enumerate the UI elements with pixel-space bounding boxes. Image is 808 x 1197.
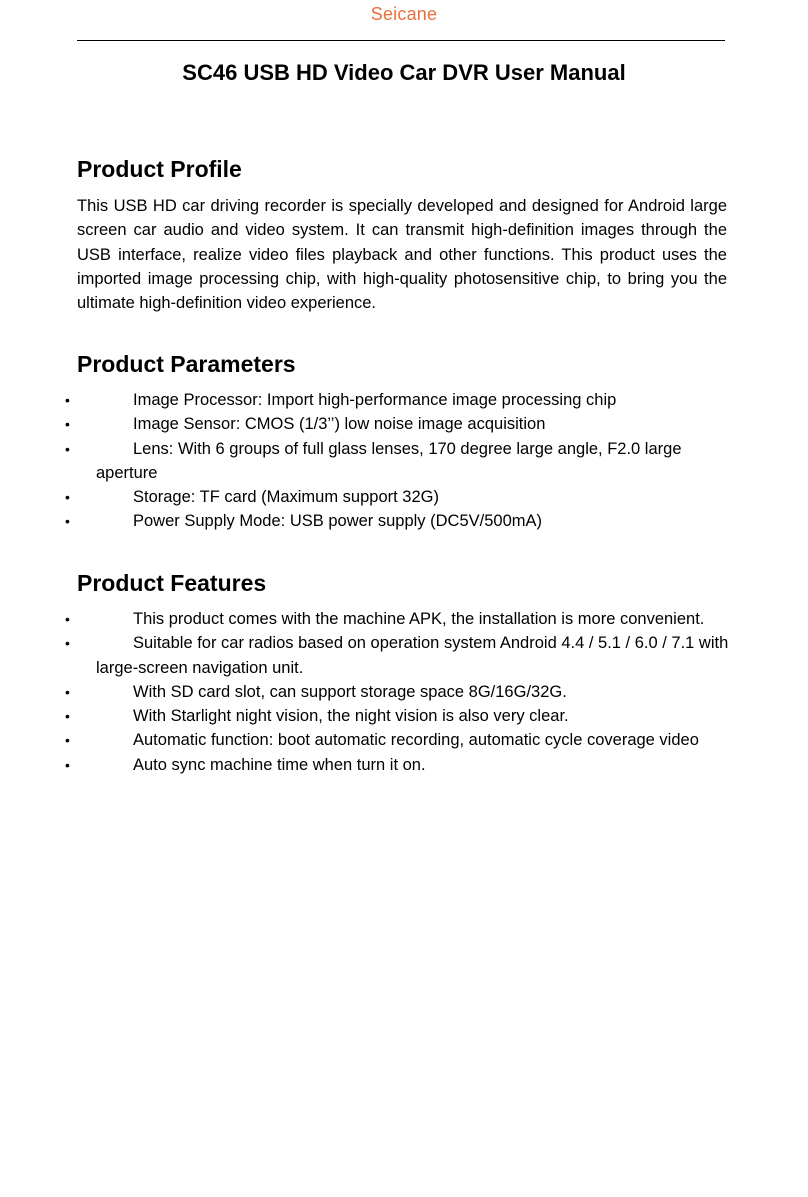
features-list — [0, 607, 808, 777]
list-item: • With SD card slot, can support storage space 8G/16G/32G. — [0, 680, 736, 704]
bullet-icon: • — [65, 635, 70, 652]
list-item: • Lens: With 6 groups of full glass lenses, 170 degree large angle, F2.0 large aperture — [0, 437, 736, 486]
bullet-icon: • — [65, 392, 70, 408]
list-item: • Storage: TF card (Maximum support 32G) — [0, 485, 736, 509]
list-item: • Image Processor: Import high-performance image processing chip — [0, 388, 736, 412]
bullet-icon: • — [65, 611, 70, 627]
bullet-icon: • — [65, 732, 70, 749]
page-title: SC46 USB HD Video Car DVR User Manual — [182, 60, 626, 85]
bullet-icon: • — [65, 683, 70, 700]
list-item: • Automatic function: boot automatic recording, automatic cycle coverage video — [0, 728, 736, 752]
profile-paragraph: This USB HD car driving recorder is specially developed and designed for Android large screen car audio and video system. It can transmit high-definition images through the USB interface, realize video files playback and other functions. This product uses the imported image processing chip, with high-quality photosensitive chip, to bring you the ultimate high-definition video experience. — [77, 197, 727, 313]
section-heading-features: Product Features — [77, 570, 267, 596]
list-item: • With Starlight night vision, the night vision is also very clear. — [0, 704, 736, 728]
bullet-icon: • — [65, 440, 70, 457]
bullet-icon: • — [65, 708, 70, 725]
list-item: • Auto sync machine time when turn it on. — [0, 753, 736, 777]
section-heading-parameters: Product Parameters — [77, 351, 296, 377]
bullet-icon: • — [65, 489, 70, 506]
section-heading-profile: Product Profile — [77, 156, 242, 182]
list-item: • Suitable for car radios based on operation system Android 4.4 / 5.1 / 6.0 / 7.1 with large-screen navigation unit. — [0, 631, 736, 680]
bullet-icon: • — [65, 513, 70, 530]
bullet-icon: • — [65, 416, 70, 433]
list-item: • Image Sensor: CMOS (1/3’’) low noise image acquisition — [0, 412, 736, 436]
list-item: • This product comes with the machine APK, the installation is more convenient. — [0, 607, 736, 631]
brand-logo: Seicane — [370, 4, 438, 24]
parameters-list — [0, 388, 808, 534]
header-divider — [77, 40, 725, 41]
bullet-icon: • — [65, 756, 70, 773]
list-item: • Power Supply Mode: USB power supply (DC5V/500mA) — [0, 509, 736, 533]
